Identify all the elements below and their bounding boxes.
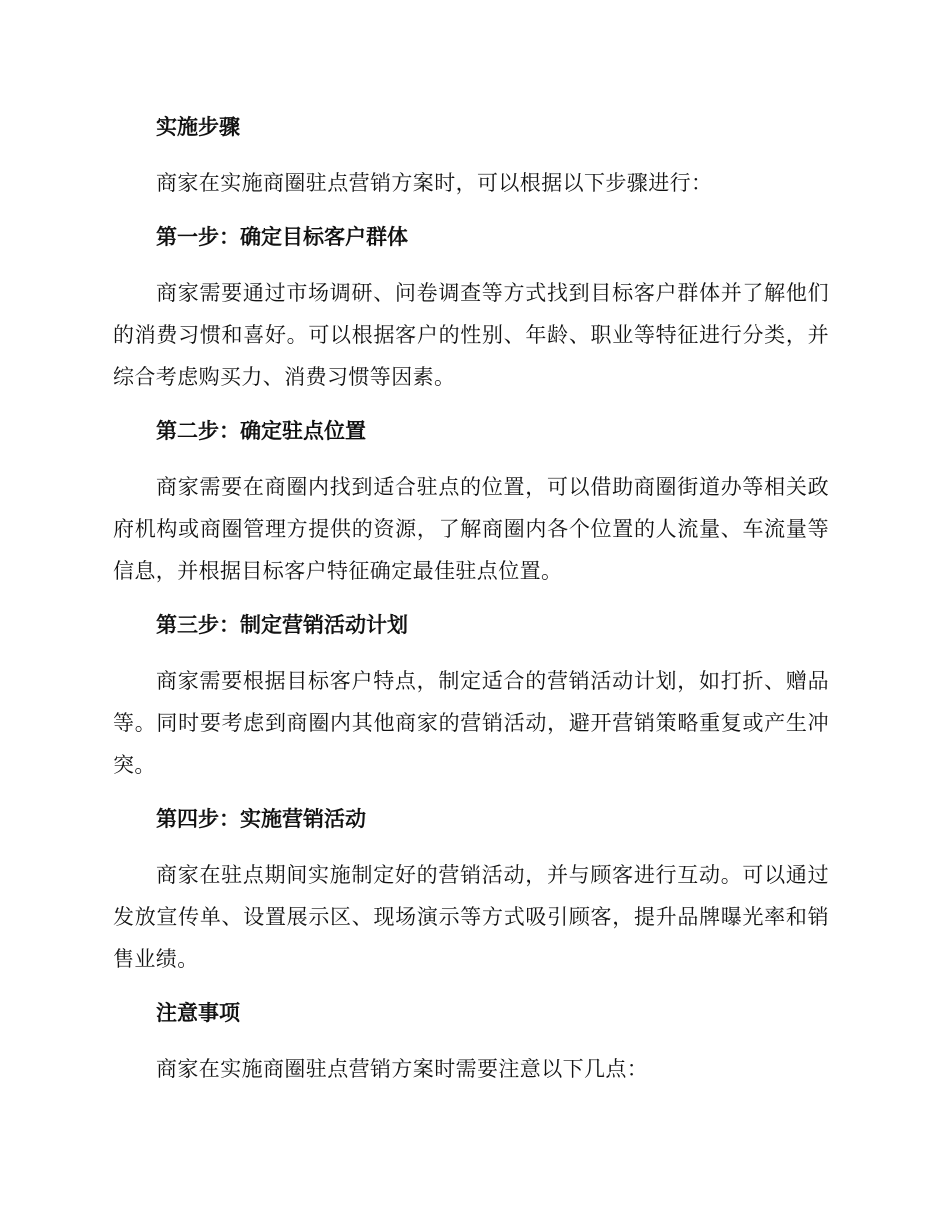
step-2-paragraph: 商家需要在商圈内找到适合驻点的位置，可以借助商圈街道办等相关政府机构或商圈管理方提供的资源，了解商圈内各个位置的人流量、车流量等信息，并根据目标客户特征确定最佳驻点位置。 <box>113 475 829 583</box>
section-heading-implementation-steps: 实施步骤 <box>156 115 240 139</box>
step-4-paragraph: 商家在驻点期间实施制定好的营销活动，并与顾客进行互动。可以通过发放宣传单、设置展示区、现场演示等方式吸引顾客，提升品牌曝光率和销售业绩。 <box>113 863 829 971</box>
step-3-heading: 第三步：制定营销活动计划 <box>156 613 408 637</box>
step-1-heading: 第一步：确定目标客户群体 <box>156 225 408 249</box>
notes-intro-paragraph: 商家在实施商圈驻点营销方案时需要注意以下几点： <box>156 1057 649 1081</box>
step-4-heading: 第四步：实施营销活动 <box>156 807 366 831</box>
section-heading-notes: 注意事项 <box>156 1001 240 1025</box>
document-body <box>113 107 829 1103</box>
step-1-paragraph: 商家需要通过市场调研、问卷调查等方式找到目标客户群体并了解他们的消费习惯和喜好。可以根据客户的性别、年龄、职业等特征进行分类，并综合考虑购买力、消费习惯等因素。 <box>113 281 829 389</box>
step-2-heading: 第二步：确定驻点位置 <box>156 419 366 443</box>
step-3-paragraph: 商家需要根据目标客户特点，制定适合的营销活动计划，如打折、赠品等。同时要考虑到商圈内其他商家的营销活动，避开营销策略重复或产生冲突。 <box>113 669 829 777</box>
paragraph-intro: 商家在实施商圈驻点营销方案时，可以根据以下步骤进行： <box>156 171 713 195</box>
